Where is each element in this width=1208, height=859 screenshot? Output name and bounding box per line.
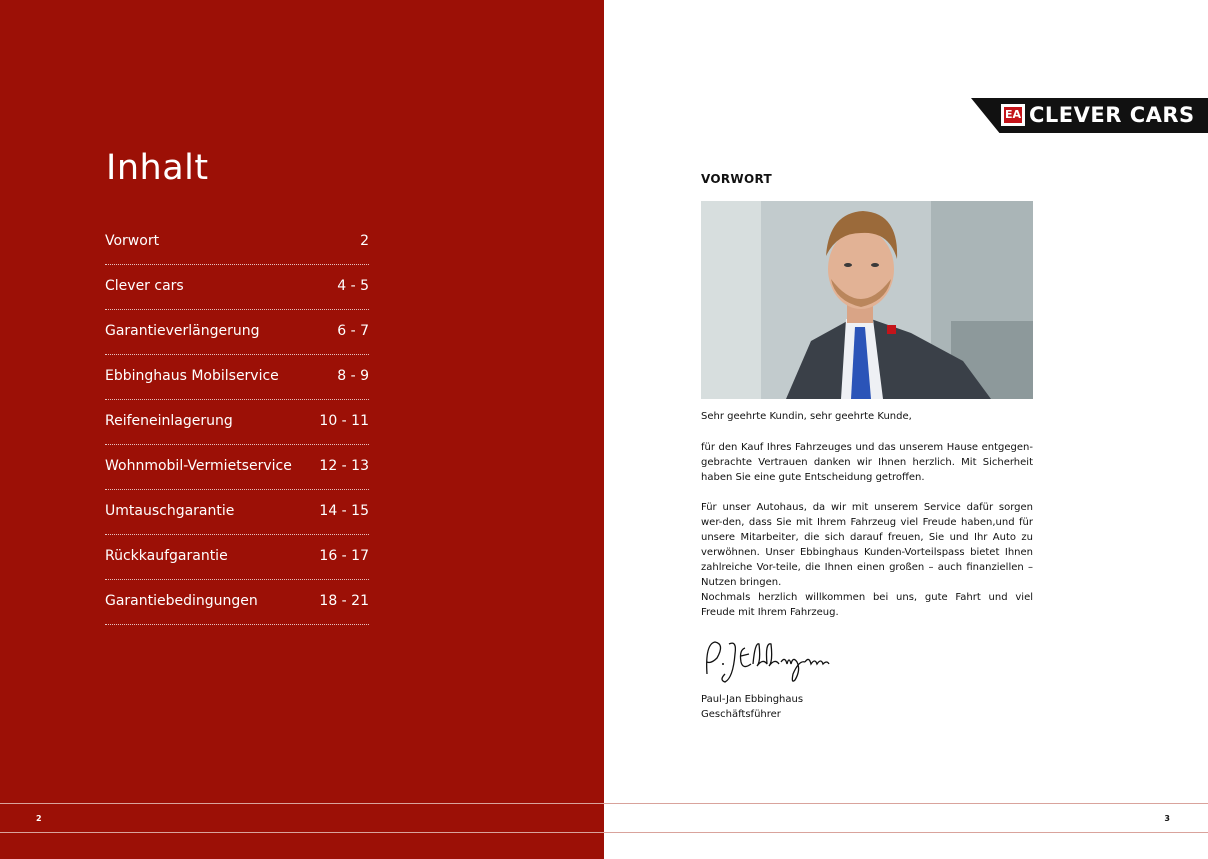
signature-icon bbox=[701, 634, 831, 690]
toc-entry[interactable] bbox=[105, 310, 369, 355]
right-page bbox=[604, 0, 1208, 859]
toc-entry-pages: 14 - 15 bbox=[319, 503, 369, 519]
section-heading: VORWORT bbox=[701, 172, 772, 186]
toc-entry-label: Garantieverlängerung bbox=[105, 323, 260, 339]
toc-entry[interactable] bbox=[105, 580, 369, 625]
toc-entry-pages: 4 - 5 bbox=[337, 278, 369, 294]
toc-title: Inhalt bbox=[106, 148, 209, 188]
toc-entry-pages: 16 - 17 bbox=[319, 548, 369, 564]
toc-entry-label: Reifeneinlagerung bbox=[105, 413, 233, 429]
toc-entry-label: Ebbinghaus Mobilservice bbox=[105, 368, 279, 384]
toc-entry[interactable] bbox=[105, 445, 369, 490]
toc-entry-label: Vorwort bbox=[105, 233, 160, 249]
toc-entry-pages: 10 - 11 bbox=[319, 413, 369, 429]
toc-entry-pages: 12 - 13 bbox=[319, 458, 369, 474]
toc-entry-pages: 2 bbox=[360, 233, 369, 249]
toc-entry-label: Garantiebedingungen bbox=[105, 593, 258, 609]
toc-entry[interactable] bbox=[105, 490, 369, 535]
handwritten-signature bbox=[701, 634, 831, 690]
toc-entry[interactable] bbox=[105, 355, 369, 400]
logo-text: CLEVER CARS bbox=[1029, 103, 1195, 127]
footer-divider-top bbox=[0, 803, 1208, 804]
toc-entry[interactable] bbox=[105, 265, 369, 310]
toc-entry-label: Clever cars bbox=[105, 278, 184, 294]
letter-greeting: Sehr geehrte Kundin, sehr geehrte Kunde, bbox=[701, 411, 912, 422]
toc-entry-pages: 8 - 9 bbox=[337, 368, 369, 384]
toc-entry-label: Umtauschgarantie bbox=[105, 503, 235, 519]
portrait-photo bbox=[701, 201, 1033, 399]
toc-entry-pages: 18 - 21 bbox=[319, 593, 369, 609]
signature-name: Paul-Jan Ebbinghaus bbox=[701, 694, 804, 705]
logo-mark-icon bbox=[1001, 104, 1025, 126]
footer-divider-bottom bbox=[0, 832, 1208, 833]
letter-closing: Nochmals herzlich willkommen bei uns, gute Fahrt und viel Freude mit Ihrem Fahrzeug. bbox=[701, 592, 1033, 618]
logo-mark-letters: EA bbox=[1004, 108, 1022, 121]
toc-entry[interactable] bbox=[105, 535, 369, 580]
portrait-illustration bbox=[701, 201, 1033, 399]
page-number-right: 3 bbox=[1164, 814, 1170, 823]
toc-entry[interactable] bbox=[105, 220, 369, 265]
signature-role: Geschäftsführer bbox=[701, 709, 781, 720]
clever-cars-logo bbox=[971, 98, 1208, 133]
letter-paragraph: für den Kauf Ihres Fahrzeuges und das unserem Hause entgegen-gebrachte Vertrauen danken wir Ihnen herzlich. Mit Sicherheit haben Sie eine gute Entscheidung getroffen. bbox=[701, 442, 1033, 483]
letter-paragraph: Für unser Autohaus, da wir mit unserem Service dafür sorgen wer-den, dass Sie mit Ihrem Fahrzeug viel Freude haben,und für unsere Mitarbeiter, die sich darauf freuen, Sie und Ihr Auto zu verwöhnen. Unser Ebbinghaus Kunden-Vorteilspass bietet Ihnen zahlreiche Vor-teile, die Ihnen einen großen – auch finanziellen – Nutzen bringen. bbox=[701, 502, 1033, 588]
toc-entry[interactable] bbox=[105, 400, 369, 445]
toc-entry-pages: 6 - 7 bbox=[337, 323, 369, 339]
toc-entry-label: Wohnmobil-Vermietservice bbox=[105, 458, 292, 474]
toc-list bbox=[105, 220, 369, 625]
toc-entry-label: Rückkaufgarantie bbox=[105, 548, 228, 564]
page-number-left: 2 bbox=[36, 814, 42, 823]
